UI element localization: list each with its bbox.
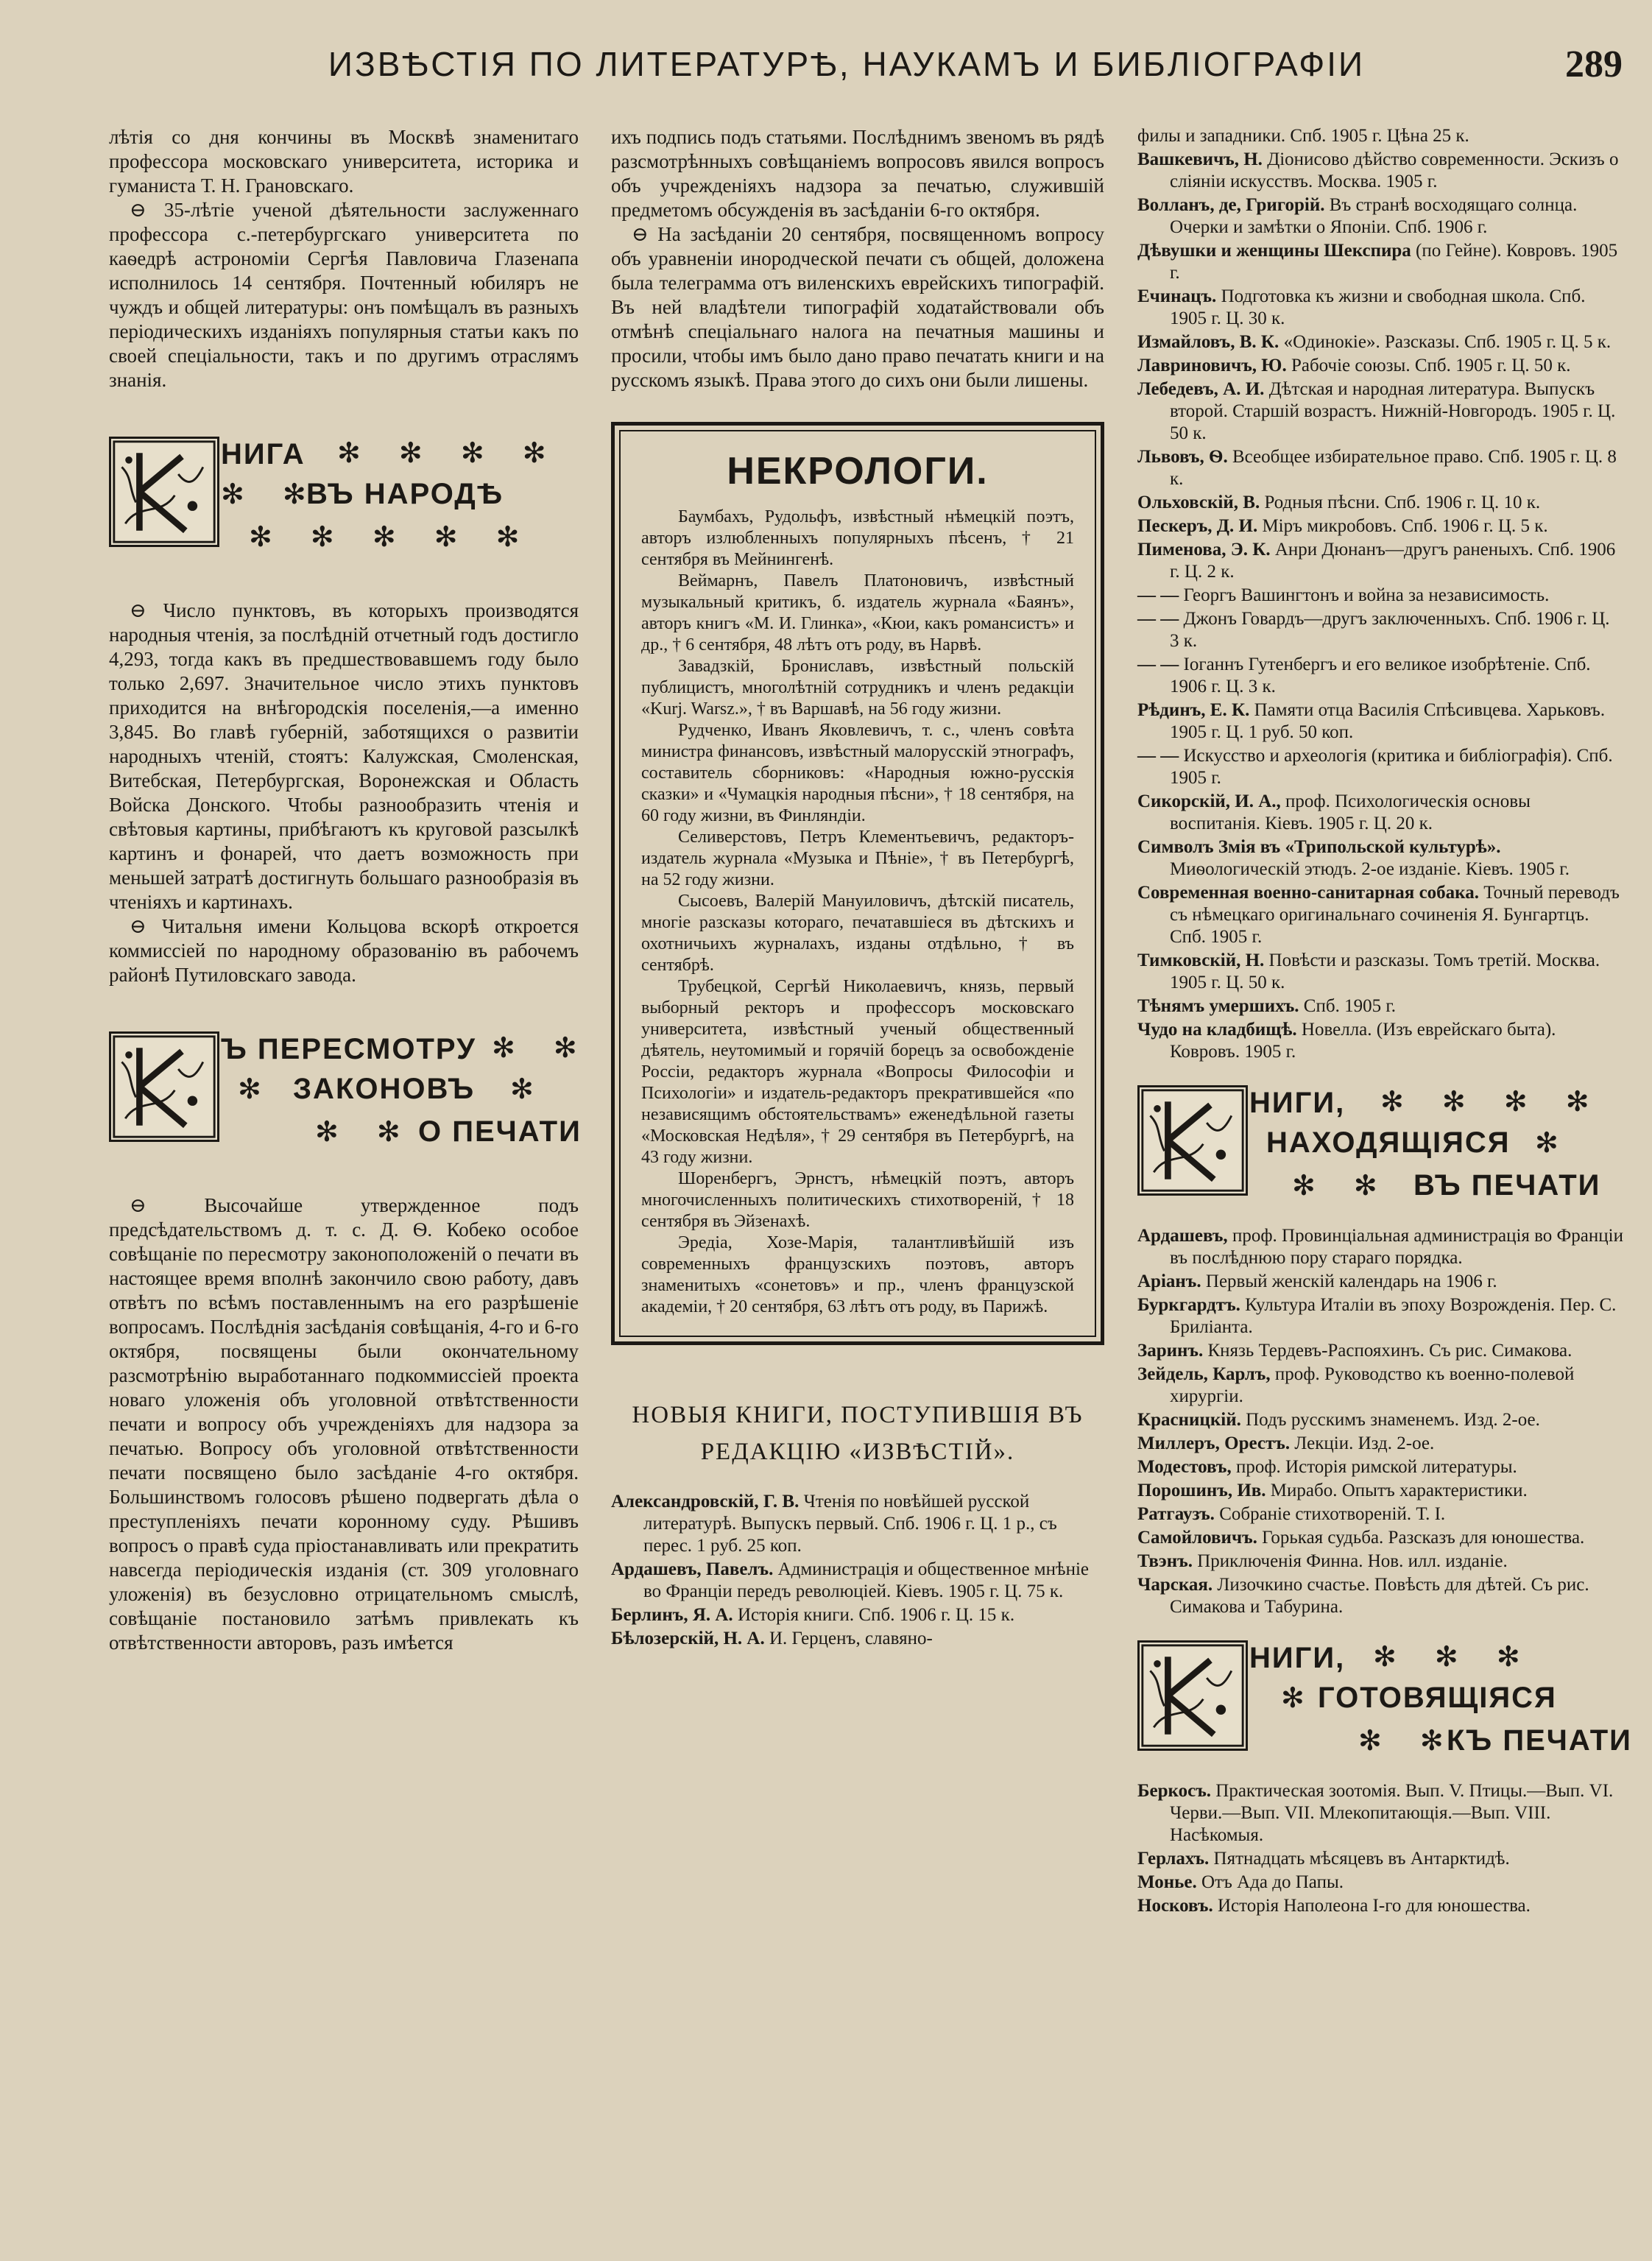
asterisk-ornament: ✻ ✻ ✻ ✻ ✻ <box>249 521 534 553</box>
book-entry <box>1137 1551 1623 1573</box>
book-author: Носковъ. <box>1137 1896 1213 1916</box>
book-author: Александровскій, Г. В. <box>611 1492 799 1512</box>
book-description: филы и западники. Спб. 1905 г. Цѣна 25 к. <box>1137 126 1469 146</box>
book-author: Львовъ, Ѳ. <box>1137 447 1228 467</box>
book-description: Дѣтская и народная литература. Выпускъ второй. Старшій возрастъ. Нижній-Новгородъ. 1905 г. Ц. 50 к. <box>1170 379 1616 443</box>
book-description: И. Герценъ, славяно- <box>769 1629 933 1648</box>
running-title: ИЗВѢСТІЯ ПО ЛИТЕРАТУРѢ, НАУКАМЪ И БИБЛІОГРАФІИ <box>328 45 1366 83</box>
book-author: Порошинъ, Ив. <box>1137 1481 1266 1500</box>
book-description: Георгъ Вашингтонъ и война за независимость. <box>1183 585 1550 605</box>
book-description: Чтенія по новѣйшей русской литературѣ. Выпускъ первый. Спб. 1906 г. Ц. 1 р., съ перес. 1 руб. 25 коп. <box>643 1492 1057 1556</box>
book-description: Искусство и археологія (критика и библіографія). Спб. 1905 г. <box>1170 746 1613 788</box>
book-description: Рабочіе союзы. Спб. 1905 г. Ц. 50 к. <box>1291 356 1571 375</box>
column-2 <box>611 125 1104 1651</box>
asterisk-ornament: ✻ <box>238 1073 276 1105</box>
book-description: Діонисово дѣйство современности. Эскизъ о сліяніи искусствъ. Москва. 1905 г. <box>1170 149 1619 191</box>
paragraph: ⊖ Читальня имени Кольцова вскорѣ откроется коммиссіей по народному образованію въ рабочемъ районѣ Путиловскаго завода. <box>109 915 579 986</box>
book-author: Чудо на кладбищѣ. <box>1137 1020 1297 1040</box>
ornamental-initial-k-icon <box>1137 1640 1248 1751</box>
book-author: Ардашевъ, Павелъ. <box>611 1559 774 1579</box>
book-description: Міръ микробовъ. Спб. 1906 г. Ц. 5 к. <box>1262 516 1548 536</box>
book-description: Горькая судьба. Разсказъ для юношества. <box>1262 1528 1585 1548</box>
book-list <box>1137 1780 1623 1917</box>
book-entry <box>1137 1456 1623 1478</box>
book-author: Самойловичъ. <box>1137 1528 1257 1548</box>
book-author: Тимковскій, Н. <box>1137 950 1265 970</box>
book-description: Приключенія Финна. Нов. илл. изданіе. <box>1197 1551 1508 1571</box>
heading-line: НАХОДЯЩІЯСЯ <box>1266 1126 1511 1159</box>
book-description: (по Гейне). Ковровъ. 1905 г. <box>1170 241 1618 283</box>
column-1 <box>109 125 592 1655</box>
book-description: проф. Руководство къ военно-полевой хирургіи. <box>1170 1364 1575 1406</box>
asterisk-ornament: ✻ ✻ ✻ ✻ <box>1380 1085 1604 1118</box>
book-entry <box>1137 791 1623 835</box>
heading-line: НИГИ, <box>1249 1087 1346 1119</box>
book-description: Собраніе стихотвореній. Т. I. <box>1219 1504 1446 1524</box>
book-author: Лебедевъ, А. И. <box>1137 379 1265 399</box>
book-entry <box>1137 1574 1623 1618</box>
book-entry <box>611 1628 1104 1650</box>
book-description: Отъ Ада до Папы. <box>1201 1872 1344 1892</box>
obituaries-box <box>611 422 1104 1345</box>
book-entry <box>1137 1294 1623 1338</box>
book-author: Вашкевичъ, Н. <box>1137 149 1263 169</box>
book-author: Измайловъ, В. К. <box>1137 332 1279 352</box>
obituary-entry: Завадзкій, Брониславъ, извѣстный польскій публицистъ, многолѣтній сотрудникъ и членъ редакціи «Kurj. Warsz.», † въ Варшавѣ, на 56 году жизни. <box>641 657 1074 719</box>
book-description: проф. Провинціальная администрація во Франціи въ послѣднюю пору стараго порядка. <box>1170 1226 1623 1268</box>
ornamental-initial-k-icon <box>109 1031 219 1142</box>
book-author: Сикорскій, И. А., <box>1137 791 1281 811</box>
new-books-title <box>611 1397 1104 1470</box>
section-heading-kniga-v-narode <box>109 437 579 562</box>
book-description: проф. Исторія римской литературы. <box>1235 1457 1517 1477</box>
book-author: Буркгардтъ. <box>1137 1295 1240 1315</box>
book-description: Миѳологическій этюдъ. 2-ое изданіе. Кіевъ. 1905 г. <box>1170 859 1570 879</box>
asterisk-ornament: ✻ ✻ ✻ ✻ <box>337 437 561 469</box>
book-author: Тѣнямъ умершихъ. <box>1137 996 1299 1016</box>
book-entry <box>1137 286 1623 330</box>
book-description: Подъ русскимъ знаменемъ. Изд. 2-ое. <box>1246 1410 1540 1430</box>
paragraph: ⊖ Высочайше утвержденное подъ предсѣдательствомъ д. т. с. Д. Ѳ. Кобеко особое совѣщаніе по пересмотру законоположеній о печати въ настоящее время вполнѣ закончило свою работу, давъ отвѣтъ по всѣмъ поставленнымъ на его разрѣшеніе вопросамъ. Послѣднія засѣданія совѣщанія, 4-го и 6-го октября, посвящены были окончательному разсмотрѣнію выработаннаго подкоммиссіей проекта новаго уложенія объ уголовной отвѣтственности печати и вопросу объ учрежденіяхъ для надзора за печатью. Вопросу объ уголовной отвѣтственности печати посвящено было засѣданіе 4-го октября. Большинствомъ голосовъ рѣшено подвергать дѣла о преступленіяхъ печати коронному суду. Рѣшивъ вопросъ о правѣ суда пріостанавливать или прекратить навсегда періодическія изданія (ст. 309 уголовнаго уложенія) въ безусловно отрицательномъ смыслѣ, совѣщаніе постановило затѣмъ привлекать къ отвѣтственности авторовъ, разъ имѣется <box>109 1194 579 1654</box>
obituary-entry: Эредіа, Хозе-Марія, талантливѣйшій изъ современныхъ французскихъ поэтовъ, авторъ знаменитыхъ «сонетовъ» и пр., членъ французской академіи, † 20 сентября, 63 лѣтъ отъ роду, въ Парижѣ. <box>641 1233 1074 1316</box>
ornamental-initial-k-icon <box>109 437 219 547</box>
asterisk-ornament: ✻ ✻ ✻ <box>1373 1640 1535 1673</box>
asterisk-ornament: ✻ <box>1535 1126 1573 1159</box>
book-entry <box>1137 194 1623 239</box>
heading-line: ЗАКОНОВЪ <box>293 1073 476 1105</box>
book-description: Родныя пѣсни. Спб. 1906 г. Ц. 10 к. <box>1264 493 1541 512</box>
book-entry <box>1137 1225 1623 1269</box>
section-heading-k-peresmotru <box>109 1031 592 1157</box>
asterisk-ornament: ✻ <box>510 1073 548 1105</box>
book-description: Лекціи. Изд. 2-ое. <box>1294 1433 1435 1453</box>
book-entry <box>1137 745 1623 789</box>
book-entry <box>1137 1364 1623 1408</box>
book-author: Ольховскій, В. <box>1137 493 1260 512</box>
heading-line: НИГА <box>221 438 306 470</box>
book-author: Ратгаузъ. <box>1137 1504 1215 1524</box>
book-author: — — <box>1137 609 1179 629</box>
book-author: Миллеръ, Орестъ. <box>1137 1433 1291 1453</box>
heading-line: ВЪ НАРОДѢ <box>306 478 504 510</box>
book-author: — — <box>1137 746 1179 766</box>
book-author: Ардашевъ, <box>1137 1226 1228 1246</box>
obituary-entry: Трубецкой, Сергѣй Николаевичъ, князь, первый выборный ректоръ и профессоръ московскаго университета, извѣстный ученый общественный дѣятель, неутомимый и горячій борецъ за освобожденіе Россіи, редакторъ журнала «Вопросы Философіи и Психологіи» и издатель-редакторъ прекратившейся «по независящимъ обстоятельствамъ» еженедѣльной газеты «Московская Недѣля», † 29 сентября въ Петербургѣ, на 43 году жизни. <box>641 977 1074 1167</box>
paragraph: ⊖ 35-лѣтіе ученой дѣятельности заслуженнаго профессора с.-петербургскаго университета по каѳедрѣ астрономіи Сергѣя Павловича Глазенапа исполнилось 14 сентября. Почтенный юбиляръ не чуждъ и общей литературы: онъ помѣщалъ въ разныхъ періодическихъ изданіяхъ популярныя статьи какъ по своей спеціальности, такъ и по другимъ отраслямъ знанія. <box>109 199 579 391</box>
heading-line: НИГИ, <box>1249 1642 1346 1674</box>
book-entry <box>1137 608 1623 652</box>
book-entry <box>1137 1340 1623 1362</box>
book-entry <box>1137 1503 1623 1525</box>
book-author: Ечинацъ. <box>1137 286 1217 306</box>
book-description: Лизочкино счастье. Повѣсть для дѣтей. Съ рис. Симакова и Табурина. <box>1170 1575 1589 1617</box>
heading-line: КЪ ПЕЧАТИ <box>1447 1724 1632 1757</box>
book-entry <box>1137 836 1623 881</box>
book-author: Герлахъ. <box>1137 1849 1210 1869</box>
book-entry <box>1137 1527 1623 1549</box>
book-list <box>1137 125 1623 1063</box>
asterisk-ornament: ✻ ✻ <box>221 478 321 510</box>
book-entry <box>1137 995 1623 1017</box>
obituaries-title: НЕКРОЛОГИ. <box>727 450 989 493</box>
paragraph: ихъ подпись подъ статьями. Послѣднимъ звеномъ въ рядѣ разсмотрѣнныхъ совѣщаніемъ вопросовъ явился вопросъ объ учрежденіяхъ надзора за печатью, служившій предметомъ обсужденія въ засѣданіи 6-го октября. <box>611 126 1104 221</box>
book-author: Рѣдинъ, Е. К. <box>1137 700 1250 720</box>
paragraph: ⊖ На засѣданіи 20 сентября, посвященномъ вопросу объ уравненіи инородческой печати съ общей, доложена была телеграмма отъ виленскихъ еврейскихъ типографій. Въ ней владѣтели типографій ходатайствовали объ отмѣнѣ спеціальнаго налога на печатныя машины и просили, чтобы имъ было дано право печатать книги и на русскомъ языкѣ. Права этого до сихъ они были лишены. <box>611 223 1104 391</box>
book-description: Подготовка къ жизни и свободная школа. Спб. 1905 г. Ц. 30 к. <box>1170 286 1586 328</box>
book-author: Бѣлозерскій, Н. А. <box>611 1629 765 1648</box>
book-author: Берлинъ, Я. А. <box>611 1605 733 1625</box>
book-entry <box>1137 654 1623 698</box>
heading-line: ВЪ ПЕЧАТИ <box>1413 1169 1601 1202</box>
book-description: Іоганнъ Гутенбергъ и его великое изобрѣтеніе. Спб. 1906 г. Ц. 3 к. <box>1170 655 1591 696</box>
new-books-title-line: РЕДАКЦІЮ «ИЗВѢСТІЙ». <box>700 1439 1015 1465</box>
book-entry <box>1137 125 1623 147</box>
book-author: Символъ Змія въ «Трипольской культурѣ». <box>1137 837 1501 857</box>
book-author: Зейдель, Карлъ, <box>1137 1364 1271 1384</box>
book-entry <box>1137 1433 1623 1455</box>
book-author: Красницкій. <box>1137 1410 1241 1430</box>
book-author: Чарская. <box>1137 1575 1213 1595</box>
section-heading-knigi-gotovyashchiesya <box>1137 1640 1632 1766</box>
book-author: Пескеръ, Д. И. <box>1137 516 1258 536</box>
asterisk-ornament: ✻ ✻ <box>1292 1169 1392 1202</box>
book-entry <box>1137 699 1623 744</box>
book-entry <box>1137 950 1623 994</box>
book-entry <box>1137 515 1623 537</box>
book-entry <box>1137 1019 1623 1063</box>
ornamental-initial-k-icon <box>1137 1085 1248 1196</box>
asterisk-ornament: ✻ ✻ <box>492 1031 592 1064</box>
book-author: — — <box>1137 585 1179 605</box>
book-description: Исторія книги. Спб. 1906 г. Ц. 15 к. <box>737 1605 1015 1625</box>
book-entry <box>1137 585 1623 607</box>
book-description: проф. Психологическія основы воспитанія. Кіевъ. 1905 г. Ц. 20 к. <box>1170 791 1531 833</box>
book-author: Заринъ. <box>1137 1341 1204 1361</box>
obituary-entry: Сысоевъ, Валерій Мануиловичъ, дѣтскій писатель, многіе разсказы котораго, печатавшіеся въ дѣтскихъ и охотничьихъ журналахъ, изданы отдѣльно, † въ сентябрѣ. <box>641 892 1074 975</box>
asterisk-ornament: ✻ ✻ <box>315 1115 415 1148</box>
book-description: Культура Италіи въ эпоху Возрожденія. Пер. С. Бриліанта. <box>1170 1295 1617 1337</box>
book-entry <box>1137 1409 1623 1431</box>
book-description: Практическая зоотомія. Вып. V. Птицы.—Вып. VI. Черви.—Вып. VII. Млекопитающія.—Вып. VIII. Насѣкомыя. <box>1170 1781 1614 1845</box>
book-author: Волланъ, де, Григорій. <box>1137 195 1325 215</box>
book-entry <box>611 1604 1104 1626</box>
book-description: Всеобщее избирательное право. Спб. 1905 г. Ц. 8 к. <box>1170 447 1617 489</box>
book-entry <box>1137 378 1623 445</box>
book-author: Твэнъ. <box>1137 1551 1193 1571</box>
obituary-entry: Веймарнъ, Павелъ Платоновичъ, извѣстный музыкальный критикъ, б. издатель журнала «Баянъ», авторъ книгъ «М. И. Глинка», «Кюи, какъ романсистъ» и др., † 6 сентября, 48 лѣтъ отъ роду, въ Нарвѣ. <box>641 571 1074 655</box>
book-description: Исторія Наполеона I-го для юношества. <box>1217 1896 1531 1916</box>
obituary-entry: Селиверстовъ, Петръ Клементьевичъ, редакторъ-издатель журнала «Музыка и Пѣніе», † въ Петербургѣ, на 52 году жизни. <box>641 828 1074 889</box>
asterisk-ornament: ✻ ✻ <box>1358 1724 1458 1757</box>
book-description: Памяти отца Василія Спѣсивцева. Харьковъ. 1905 г. Ц. 1 руб. 50 коп. <box>1170 700 1606 742</box>
book-author: Монье. <box>1137 1872 1197 1892</box>
paragraph: лѣтія со дня кончины въ Москвѣ знаменитаго профессора московскаго университета, историка и гуманиста Т. Н. Грановскаго. <box>109 126 579 197</box>
heading-line: О ПЕЧАТИ <box>418 1115 582 1148</box>
book-author: Модестовъ, <box>1137 1457 1232 1477</box>
book-author: Дѣвушки и женщины Шекспира <box>1137 241 1411 261</box>
obituary-entry: Рудченко, Иванъ Яковлевичъ, т. с., членъ совѣта министра финансовъ, извѣстный малорусскій этнографъ, составитель сборниковъ: «Народныя южно-русскія сказки» и «Чумацкія народныя пѣсни», † 18 сентября, на 60 году жизни, въ Финляндіи. <box>641 721 1074 825</box>
book-description: Анри Дюнанъ—другъ раненыхъ. Спб. 1906 г. Ц. 2 к. <box>1170 540 1616 582</box>
obituary-entry: Баумбахъ, Рудольфъ, извѣстный нѣмецкій поэтъ, авторъ излюбленныхъ популярныхъ пѣсенъ, † 21 сентября въ Мейнингенѣ. <box>641 507 1074 569</box>
book-author: — — <box>1137 655 1179 674</box>
section-heading-knigi-v-pechati <box>1137 1085 1623 1210</box>
book-entry <box>1137 1872 1623 1894</box>
book-entry <box>1137 1848 1623 1870</box>
book-description: Повѣсти и разсказы. Томъ третій. Москва. 1905 г. Ц. 50 к. <box>1170 950 1600 992</box>
book-description: Точный переводъ съ нѣмецкаго оригинальнаго сочиненія Я. Бунгартцъ. Спб. 1905 г. <box>1170 883 1620 947</box>
book-description: «Одинокіе». Разсказы. Спб. 1905 г. Ц. 5 к. <box>1283 332 1612 352</box>
book-entry <box>1137 240 1623 284</box>
book-description: Мирабо. Опытъ характеристики. <box>1270 1481 1528 1500</box>
book-author: Аріанъ. <box>1137 1271 1201 1291</box>
book-entry <box>1137 882 1623 948</box>
book-description: Новелла. (Изъ еврейскаго быта). Ковровъ. 1905 г. <box>1170 1020 1556 1062</box>
book-entry <box>1137 1895 1623 1917</box>
book-entry <box>1137 492 1623 514</box>
new-books-title-line: НОВЫЯ КНИГИ, ПОСТУПИВШІЯ ВЪ <box>632 1402 1084 1428</box>
book-description: Администрація и общественное мнѣніе во Франціи передъ революціей. Кіевъ. 1905 г. Ц. 75 к. <box>643 1559 1090 1601</box>
book-entry <box>1137 355 1623 377</box>
book-entry <box>1137 1480 1623 1502</box>
book-entry <box>1137 539 1623 583</box>
heading-line: Ъ ПЕРЕСМОТРУ <box>221 1033 476 1065</box>
heading-line: ГОТОВЯЩІЯСЯ <box>1318 1682 1557 1714</box>
paragraph: ⊖ Число пунктовъ, въ которыхъ производятся народныя чтенія, за послѣдній отчетный годъ достигло 4,293, тогда какъ въ предшествовавшемъ году было только 2,697. Значительное число этихъ пунктовъ приходится на внѣгородскія поселенія,—а именно 3,845. Во главѣ губерній, заботящихся о развитіи народныхъ чтеній, стоятъ: Калужская, Смоленская, Витебская, Петербургская, Воронежская и Область Войска Донского. Чтобы разнообразить чтенія и свѣтовыя картины, прибѣгаютъ къ круговой разсылкѣ картинъ и фонарей, что даетъ возможность при меньшей затратѣ достигнуть большаго разнообразія въ чтеніяхъ и картинахъ. <box>109 599 579 913</box>
book-entry <box>1137 1780 1623 1846</box>
book-author: Беркосъ. <box>1137 1781 1212 1801</box>
book-description: Спб. 1905 г. <box>1303 996 1397 1016</box>
book-entry <box>611 1559 1104 1603</box>
book-description: Пятнадцать мѣсяцевъ въ Антарктидѣ. <box>1213 1849 1510 1869</box>
book-description: Джонъ Говардъ—другъ заключенныхъ. Спб. 1906 г. Ц. 3 к. <box>1170 609 1610 651</box>
page-number: 289 <box>1565 43 1623 85</box>
asterisk-ornament: ✻ <box>1281 1682 1319 1714</box>
book-description: Въ странѣ восходящаго солнца. Очерки и замѣтки о Японіи. Спб. 1906 г. <box>1170 195 1578 237</box>
book-entry <box>1137 446 1623 490</box>
book-author: Лавриновичъ, Ю. <box>1137 356 1287 375</box>
book-entry <box>1137 149 1623 193</box>
book-entry <box>1137 331 1623 353</box>
book-author: Пименова, Э. К. <box>1137 540 1271 560</box>
book-entry <box>1137 1271 1623 1293</box>
obituary-entry: Шоренбергъ, Эрнстъ, нѣмецкій поэтъ, авторъ многочисленныхъ политическихъ стихотвореній, † 18 сентября въ Эйзенахѣ. <box>641 1169 1074 1231</box>
book-author: Современная военно-санитарная собака. <box>1137 883 1479 903</box>
book-description: Князь Тердевъ-Распояхинъ. Съ рис. Симакова. <box>1207 1341 1572 1361</box>
column-3 <box>1137 125 1632 1919</box>
book-list <box>1137 1225 1623 1618</box>
book-entry <box>611 1491 1104 1557</box>
obituaries-inner-frame <box>619 430 1096 1337</box>
book-description: Первый женскій календарь на 1906 г. <box>1205 1271 1497 1291</box>
